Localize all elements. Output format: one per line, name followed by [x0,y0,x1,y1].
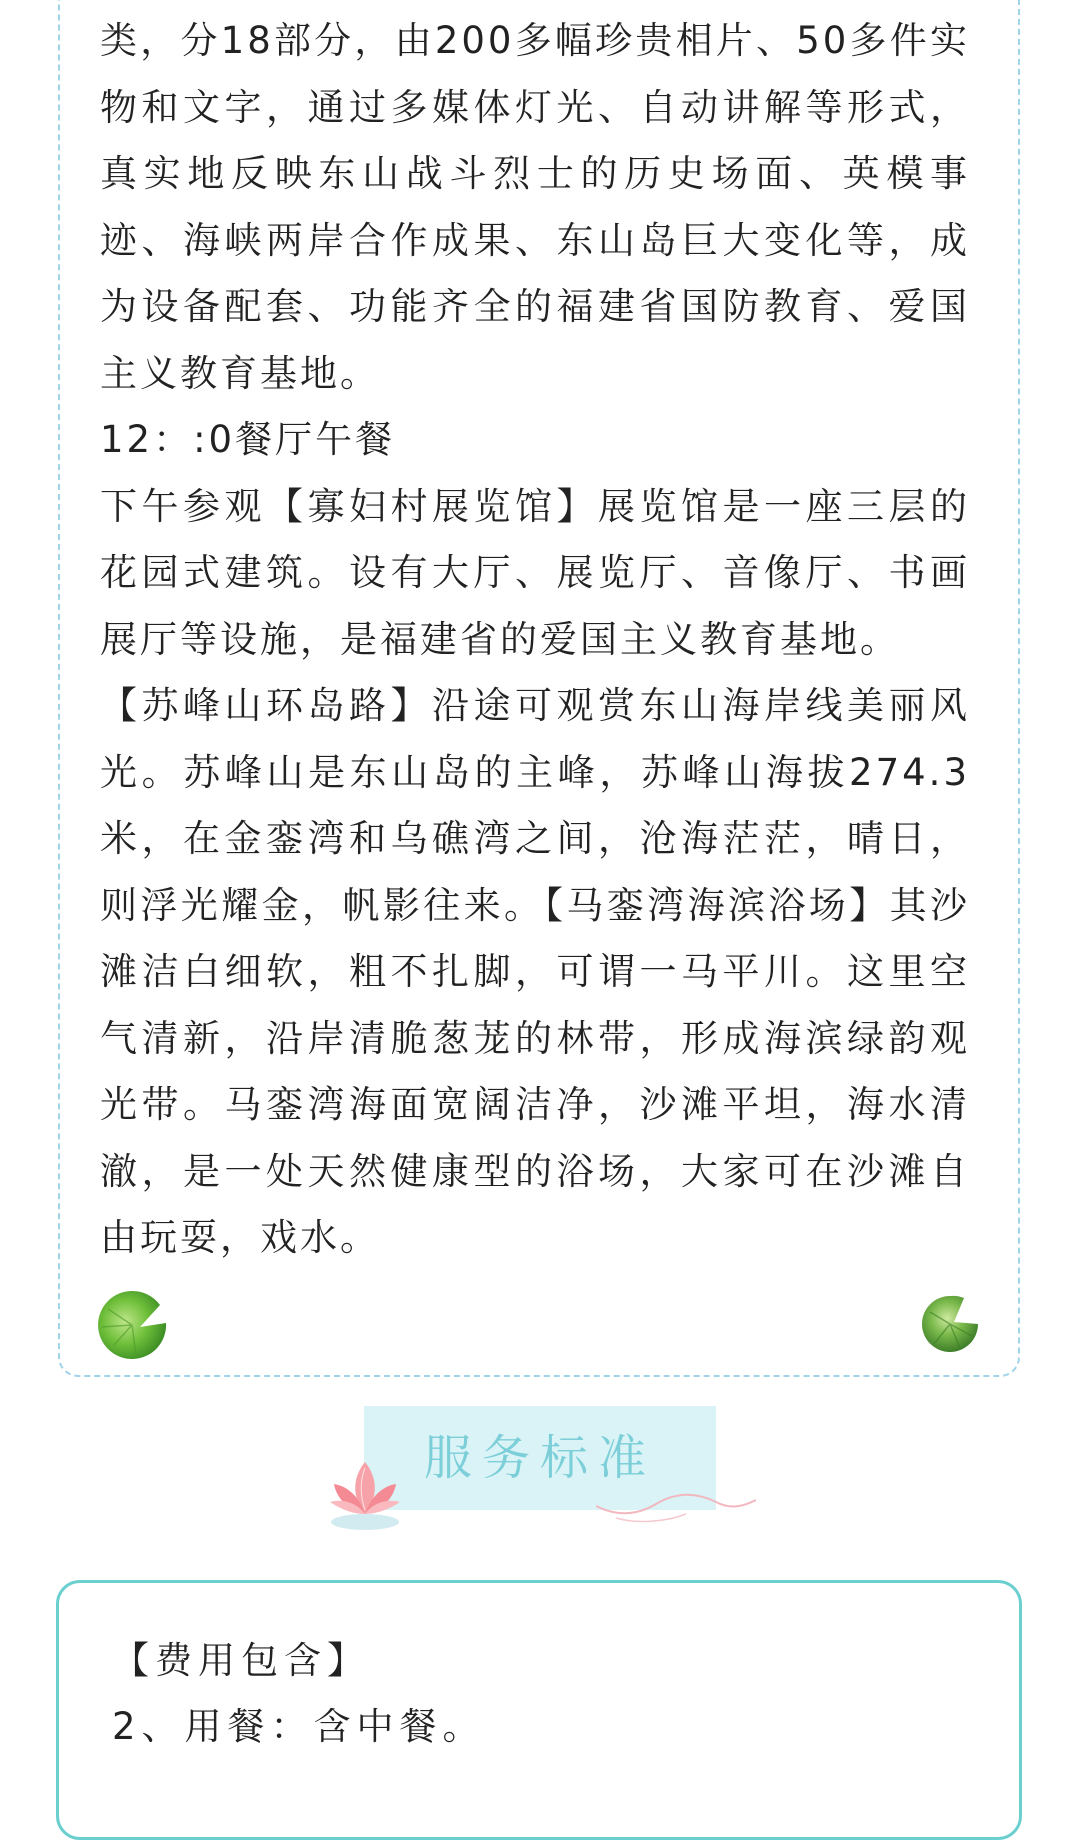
itinerary-paragraph-lunch: 12：:0餐厅午餐 [100,418,396,461]
itinerary-text [100,8,970,1272]
itinerary-paragraph-museum: 类，分18部分，由200多幅珍贵相片、50多件实物和文字，通过多媒体灯光、自动讲解等形式，真实地反映东山战斗烈士的历史场面、英模事迹、海峡两岸合作成果、东山岛巨大变化等，成为设备配套、功能齐全的福建省国防教育、爱国主义教育基地。 [100,19,970,395]
itinerary-paragraph-sufeng: 【苏峰山环岛路】沿途可观赏东山海岸线美丽风光。苏峰山是东山岛的主峰，苏峰山海拔274.3米，在金銮湾和乌礁湾之间，沧海茫茫，晴日，则浮光耀金，帆影往来。【马銮湾海滨浴场】其沙滩洁白细软，粗不扎脚，可谓一马平川。这里空气清新，沿岸清脆葱茏的林带，形成海滨绿韵观光带。马銮湾海面宽阔洁净，沙滩平坦，海水清澈，是一处天然健康型的浴场，大家可在沙滩自由玩耍，戏水。 [100,684,970,1259]
fee-included-heading: 【费用包含】 [112,1639,370,1682]
itinerary-paragraph-afternoon: 下午参观【寡妇村展览馆】展览馆是一座三层的花园式建筑。设有大厅、展览厅、音像厅、书画展厅等设施，是福建省的爱国主义教育基地。 [100,484,970,661]
lily-pad-small-icon [920,1292,980,1354]
fee-item-meals: 2、用餐：含中餐。 [112,1705,486,1748]
lotus-icon [322,1452,408,1534]
section-title: 服务标准 [423,1430,656,1486]
lily-pad-icon [94,1287,170,1363]
wave-decoration-icon [596,1476,756,1526]
